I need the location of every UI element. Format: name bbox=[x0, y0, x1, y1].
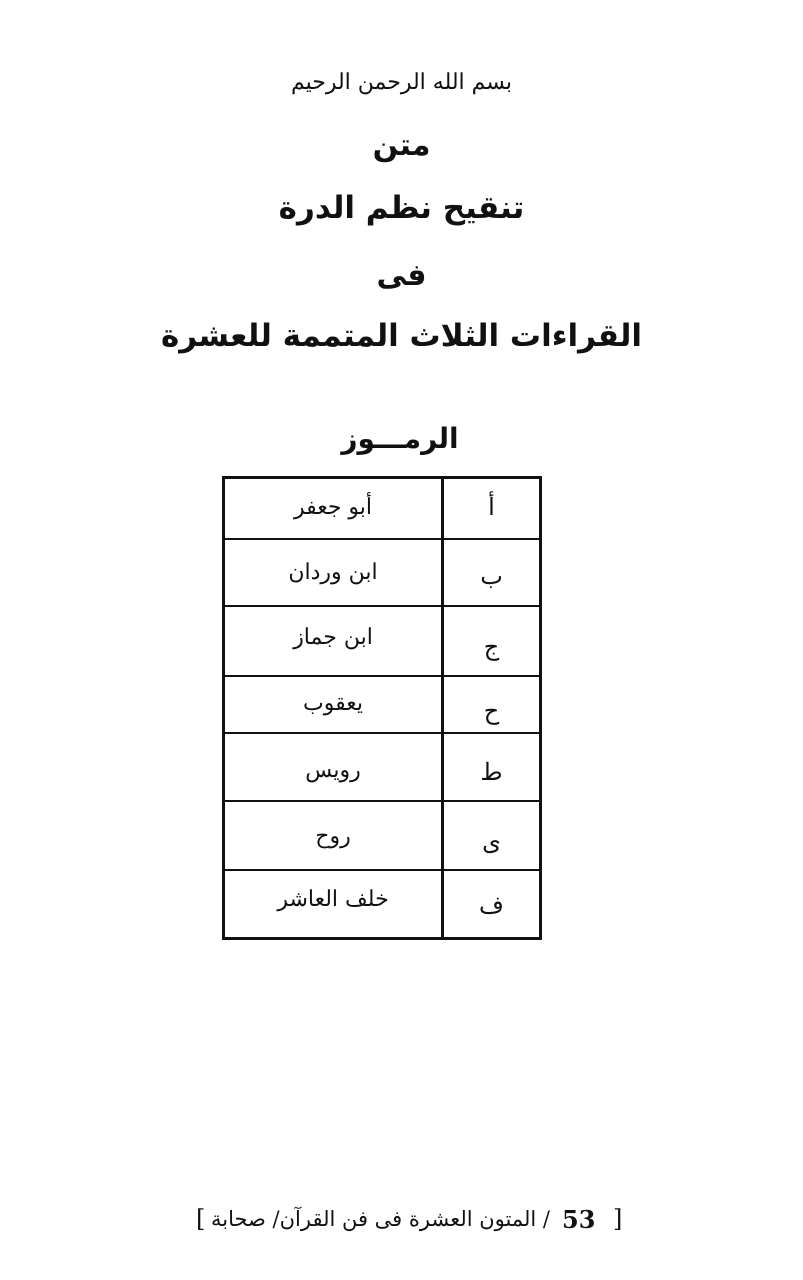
reader-name: رويس bbox=[305, 758, 361, 783]
basmala: بسم الله الرحمن الرحيم bbox=[290, 70, 513, 95]
table-row bbox=[225, 871, 539, 937]
book-subtitle: القراءات الثلاث المتممة للعشرة bbox=[160, 318, 643, 354]
reader-name: خلف العاشر bbox=[277, 887, 389, 912]
table-row bbox=[225, 607, 539, 677]
title-connector: فى bbox=[376, 258, 427, 293]
reader-name: يعقوب bbox=[303, 691, 363, 716]
reader-name: روح bbox=[315, 824, 351, 849]
reader-symbol: ب bbox=[480, 562, 503, 590]
table-row bbox=[225, 540, 539, 606]
reader-name: ابن وردان bbox=[288, 560, 378, 585]
reader-symbol: ى bbox=[482, 828, 501, 856]
symbols-heading: الرمـــوز bbox=[341, 422, 459, 455]
table-row bbox=[225, 734, 539, 802]
table-row bbox=[225, 802, 539, 870]
page-footer bbox=[180, 1205, 630, 1245]
reader-symbol: ط bbox=[480, 758, 503, 786]
table-row bbox=[225, 479, 539, 539]
symbols-table bbox=[222, 476, 542, 940]
title-matn: متن bbox=[372, 128, 431, 163]
reader-name: أبو جعفر bbox=[293, 495, 373, 520]
reader-name: ابن جماز bbox=[293, 625, 373, 650]
reader-symbol: ح bbox=[483, 697, 500, 725]
footer-running-title: / المتون العشرة فى فن القرآن/ صحابة bbox=[210, 1207, 550, 1231]
footer-bracket-close: ] bbox=[196, 1205, 206, 1233]
reader-symbol: أ bbox=[488, 493, 495, 521]
table-row bbox=[225, 677, 539, 733]
book-title: تنقيح نظم الدرة bbox=[278, 190, 525, 226]
page-number: 53 bbox=[562, 1205, 596, 1234]
footer-bracket-open: [ bbox=[613, 1205, 623, 1233]
reader-symbol: ف bbox=[479, 891, 504, 919]
reader-symbol: ج bbox=[483, 633, 500, 661]
